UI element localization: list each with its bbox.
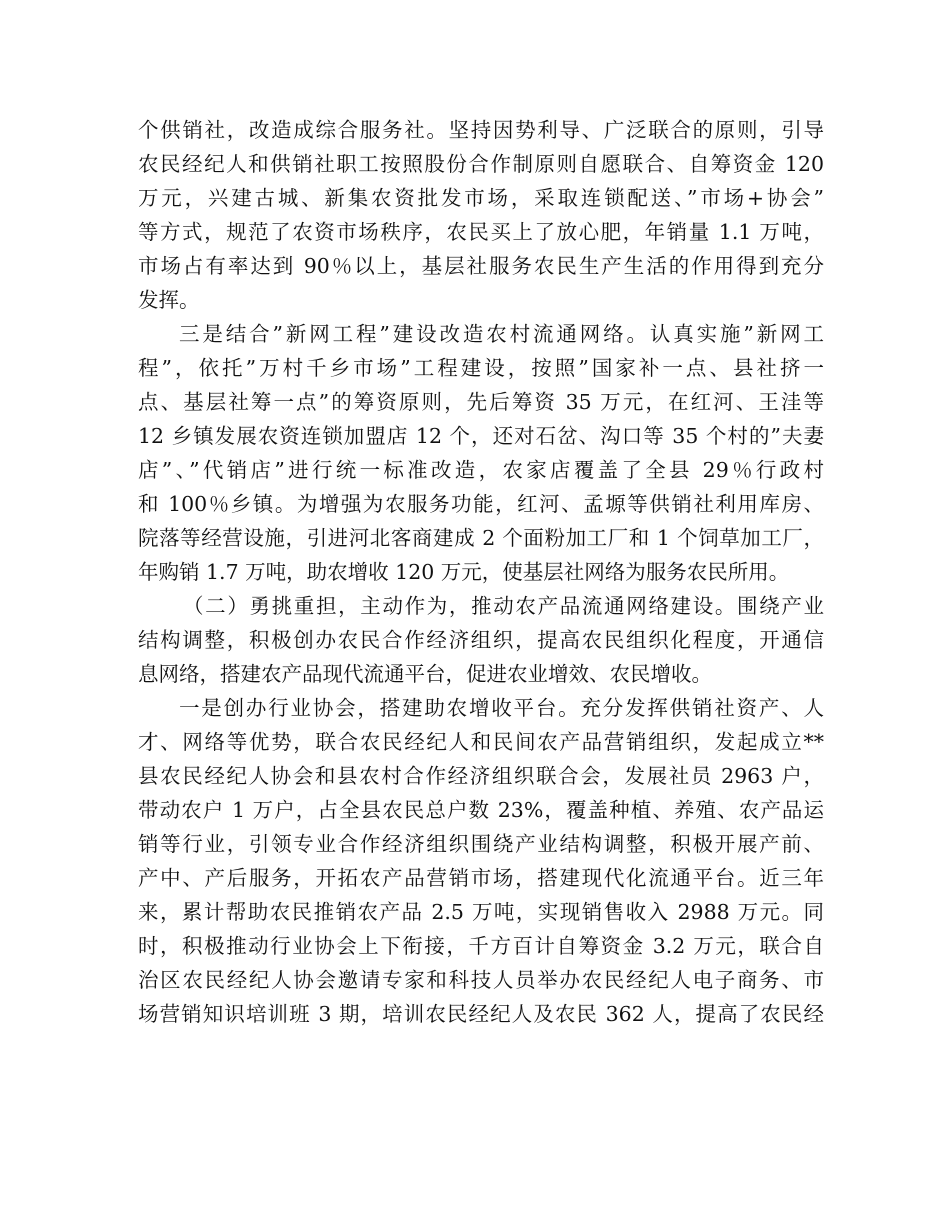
text-line: 发挥。 xyxy=(138,288,200,312)
text-line: 带动农户 1 万户，占全县农民总户数 23%，覆盖种植、养殖、农产品运 xyxy=(138,798,824,822)
text-line: 和 100％乡镇。为增强为农服务功能，红河、孟塬等供销社利用库房、 xyxy=(138,492,824,516)
text-line: 息网络，搭建农产品现代流通平台，促进农业增效、农民增收。 xyxy=(138,662,712,686)
document-body xyxy=(138,113,824,1031)
text-line: 销等行业，引领专业合作经济组织围绕产业结构调整，积极开展产前、 xyxy=(138,832,824,856)
text-line: 三是结合”新网工程”建设改造农村流通网络。认真实施”新网工 xyxy=(179,322,824,346)
text-line: 店”、”代销店”进行统一标准改造，农家店覆盖了全县 29％行政村 xyxy=(138,458,824,482)
text-line: 农民经纪人和供销社职工按照股份合作制原则自愿联合、自筹资金 120 xyxy=(138,152,824,176)
text-line: 县农民经纪人协会和县农村合作经济组织联合会，发展社员 2963 户， xyxy=(138,764,824,788)
text-line: 12 乡镇发展农资连锁加盟店 12 个，还对石岔、沟口等 35 个村的”夫妻 xyxy=(138,424,824,448)
paragraph-1 xyxy=(138,113,824,317)
text-line: 一是创办行业协会，搭建助农增收平台。充分发挥供销社资产、人 xyxy=(179,696,824,720)
text-line: 年购销 1.7 万吨，助农增收 120 万元，使基层社网络为服务农民所用。 xyxy=(138,560,790,584)
text-line: 个供销社，改造成综合服务社。坚持因势利导、广泛联合的原则，引导 xyxy=(138,118,824,142)
text-line: 等方式，规范了农资市场秩序，农民买上了放心肥，年销量 1.1 万吨， xyxy=(138,220,824,244)
text-line: 院落等经营设施，引进河北客商建成 2 个面粉加工厂和 1 个饲草加工厂， xyxy=(138,526,824,550)
text-line: 治区农民经纪人协会邀请专家和科技人员举办农民经纪人电子商务、市 xyxy=(138,968,824,992)
text-line: 市场占有率达到 90％以上，基层社服务农民生产生活的作用得到充分 xyxy=(138,254,824,278)
text-line: 点、基层社筹一点”的筹资原则，先后筹资 35 万元，在红河、王洼等 xyxy=(138,390,824,414)
text-line: 时，积极推动行业协会上下衔接，千方百计自筹资金 3.2 万元，联合自 xyxy=(138,934,824,958)
text-line: 才、网络等优势，联合农民经纪人和民间农产品营销组织，发起成立** xyxy=(138,730,824,754)
section-heading-line: （二）勇挑重担，主动作为，推动农产品流通网络建设。围绕产业 xyxy=(183,594,824,618)
text-line: 来，累计帮助农民推销农产品 2.5 万吨，实现销售收入 2988 万元。同 xyxy=(138,900,824,924)
paragraph-2 xyxy=(138,317,824,589)
text-line: 场营销知识培训班 3 期，培训农民经纪人及农民 362 人，提高了农民经 xyxy=(138,1002,824,1026)
text-line: 产中、产后服务，开拓农产品营销市场，搭建现代化流通平台。近三年 xyxy=(138,866,824,890)
paragraph-3 xyxy=(138,589,824,691)
text-line: 万元，兴建古城、新集农资批发市场，采取连锁配送、”市场+协会” xyxy=(138,186,824,210)
text-line: 程”，依托”万村千乡市场”工程建设，按照”国家补一点、县社挤一 xyxy=(138,356,824,380)
paragraph-4 xyxy=(138,691,824,1031)
text-line: 结构调整，积极创办农民合作经济组织，提高农民组织化程度，开通信 xyxy=(138,628,824,652)
